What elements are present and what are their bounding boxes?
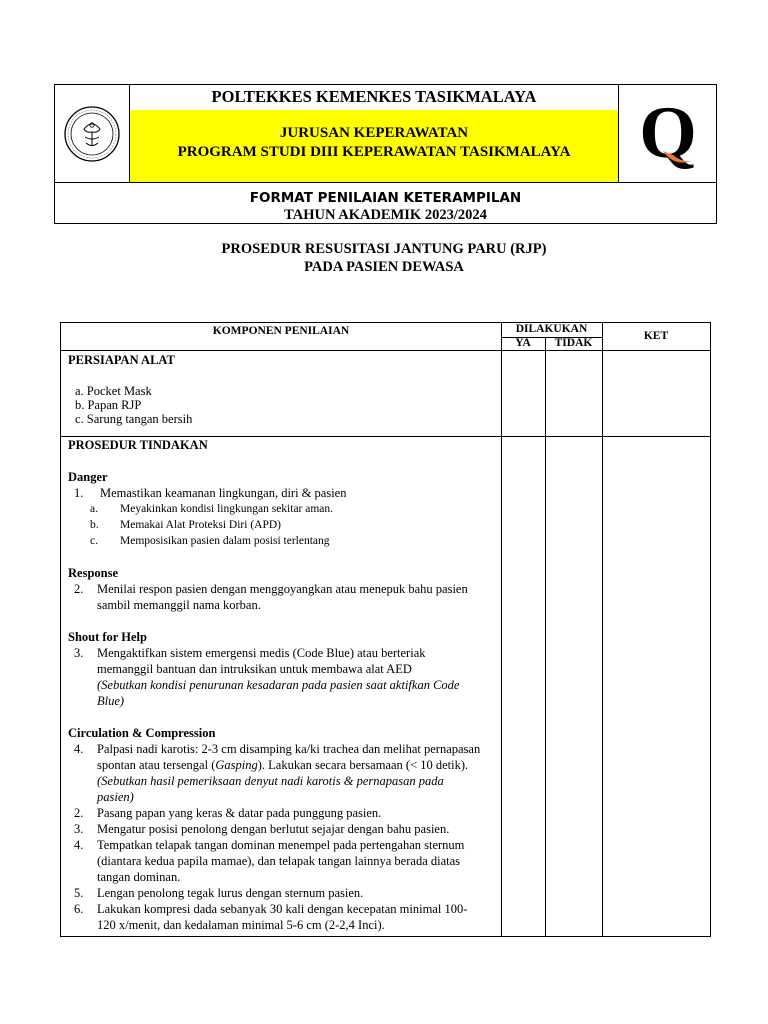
logo-left: [55, 85, 130, 182]
step-row: 4. Palpasi nadi karotis: 2-3 cm disamping ka/ki trachea dan melihat pernapasan spontan atau tersengal (Gasping). Lakukan secara bersamaan (< 10 detik). (Sebutkan hasil pemeriksaan denyut nadi karotis & pernapasan pada pasien): [74, 742, 481, 804]
step-row: 3. Mengaktifkan sistem emergensi medis (Code Blue) atau berteriak memanggil bantuan dan intruksikan untuk membawa alat AED (Sebutkan kondisi penurunan kesadaran pada pasien saat aktifkan Code Blue): [74, 646, 460, 708]
col-divider-component: [501, 323, 502, 936]
prep-item: b. Papan RJP: [75, 398, 142, 412]
col-header-done: DILAKUKAN: [515, 323, 588, 335]
step-row: 2. Pasang papan yang keras & datar pada punggung pasien.: [74, 806, 382, 820]
step-row: 5. Lengan penolong tegak lurus dengan sternum pasien.: [74, 886, 364, 900]
shout-label: Shout for Help: [68, 630, 147, 644]
col-divider-yes: [545, 337, 546, 936]
col-divider-no: [602, 323, 603, 936]
institution-emblem-icon: [55, 85, 130, 182]
step-row: 4. Tempatkan telapak tangan dominan menempel pada pertengahan sternum (diantara kedua papila mamae), dan telapak tangan lainnya berada diatas tangan dominan.: [74, 838, 465, 884]
col-header-note: KET: [643, 330, 669, 342]
prep-item: a. Pocket Mask: [75, 384, 152, 398]
prep-section: [68, 352, 498, 426]
sub-step-row: c. Memposisikan pasien dalam posisi terlentang: [90, 535, 330, 547]
step-row: 6. Lakukan kompresi dada sebanyak 30 kali dengan kecepatan minimal 100- 120 x/menit, dan kedalaman minimal 5-6 cm (2-2,4 Inci).: [74, 902, 468, 932]
logo-right: [618, 85, 716, 182]
procedure-title: [0, 240, 768, 276]
step-row: 1. Memastikan keamanan lingkungan, diri & pasien: [74, 486, 347, 500]
academic-year: TAHUN AKADEMIK 2023/2024: [284, 207, 487, 223]
step-row: 3. Mengatur posisi penolong dengan berlutut sejajar dengan bahu pasien.: [74, 822, 450, 836]
department-name: JURUSAN KEPERAWATAN: [279, 125, 469, 141]
format-title: FORMAT PENILAIAN KETERAMPILAN: [249, 190, 522, 206]
sub-step-row: b. Memakai Alat Proteksi Diri (APD): [90, 519, 281, 531]
quality-q-logo-icon: [619, 85, 717, 182]
institution-title: POLTEKKES KEMENKES TASIKMALAYA: [211, 87, 537, 106]
danger-label: Danger: [68, 470, 108, 484]
col-header-yes: YA: [515, 337, 531, 349]
assessment-table: [60, 322, 711, 937]
prep-item: c. Sarung tangan bersih: [75, 412, 193, 426]
action-label: PROSEDUR TINDAKAN: [68, 438, 208, 452]
action-section: [68, 437, 498, 933]
document-header: [54, 84, 717, 224]
circulation-label: Circulation & Compression: [68, 726, 216, 740]
sub-step-row: a. Meyakinkan kondisi lingkungan sekitar aman.: [90, 503, 334, 515]
format-section: [55, 182, 716, 223]
col-header-component: KOMPONEN PENILAIAN: [212, 325, 350, 337]
header-bottom-line: [61, 350, 710, 351]
procedure-title-line2: PADA PASIEN DEWASA: [304, 259, 464, 275]
prep-label: PERSIAPAN ALAT: [68, 353, 175, 367]
col-header-no: TIDAK: [554, 337, 593, 349]
procedure-title-line1: PROSEDUR RESUSITASI JANTUNG PARU (RJP): [221, 241, 547, 257]
response-label: Response: [68, 566, 119, 580]
program-banner: [130, 110, 618, 182]
step-row: 2. Menilai respon pasien dengan menggoyangkan atau menepuk bahu pasien sambil memanggil nama korban.: [74, 582, 468, 612]
program-name: PROGRAM STUDI DIII KEPERAWATAN TASIKMALAYA: [177, 144, 571, 160]
q-letter: Q: [639, 92, 697, 174]
